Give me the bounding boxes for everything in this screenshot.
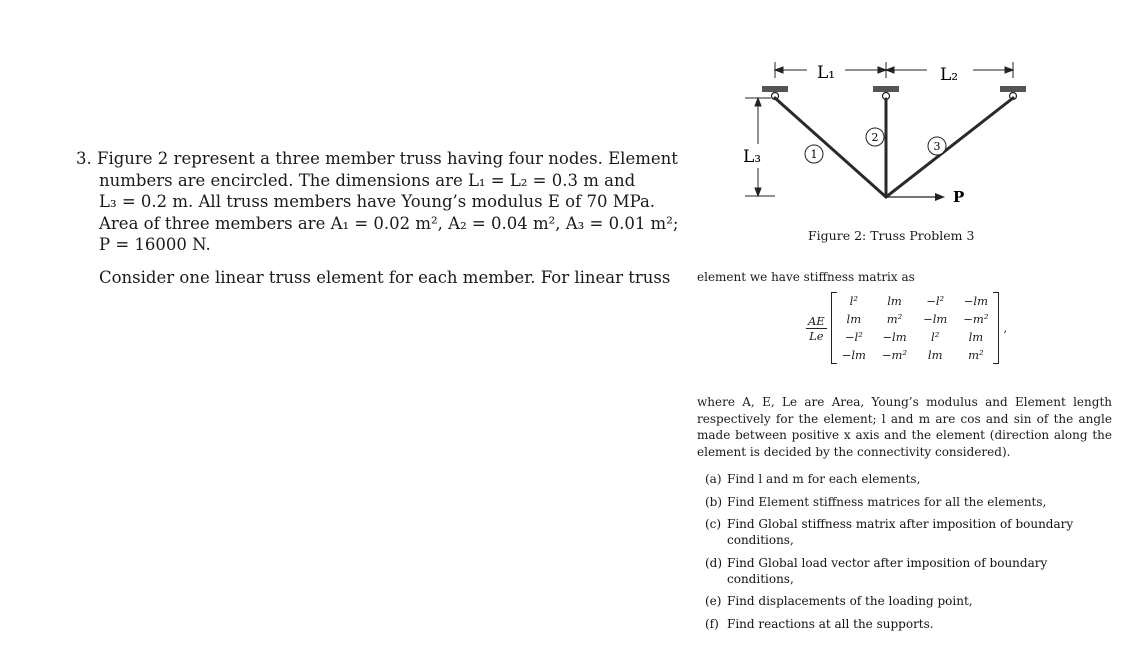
matrix-cell: lm [846, 312, 862, 326]
task-item [705, 494, 1115, 510]
task-label: (d) [705, 555, 723, 570]
problem-number: 3. [76, 149, 92, 168]
prefactor-denominator: Le [809, 328, 824, 343]
matrix-cell: m² [968, 348, 984, 362]
element-label-2 [866, 128, 884, 146]
task-label: (b) [705, 494, 723, 509]
matrix-cell: −lm [963, 294, 988, 308]
matrix-cell: l² [849, 294, 858, 308]
load-label: P [953, 188, 965, 206]
matrix-row [834, 328, 997, 346]
dim-label-l2: L₂ [940, 65, 959, 85]
task-text: Find Global stiffness matrix after imposition of boundary conditions, [727, 517, 1074, 547]
stiffness-matrix [806, 292, 1007, 364]
task-text: Find reactions at all the supports. [727, 616, 934, 631]
load-arrow [886, 193, 945, 201]
truss-figure [735, 52, 1035, 212]
problem-text-line: numbers are encircled. The dimensions are L₁ = L₂ = 0.3 m and [99, 170, 636, 190]
matrix-cell: lm [887, 294, 902, 308]
task-label: (a) [705, 472, 722, 486]
matrix-intro: element we have stiffness matrix as [697, 270, 915, 284]
matrix-cell: −l² [926, 294, 945, 308]
element-label-3 [928, 137, 946, 155]
matrix-cell: −l² [844, 330, 863, 344]
matrix-cell: −m² [881, 348, 908, 362]
element-number: 2 [871, 131, 879, 144]
element-label-1 [805, 145, 823, 163]
task-list [705, 471, 1115, 638]
matrix-cell: −lm [882, 330, 907, 344]
task-item [705, 555, 1115, 587]
prefactor-numerator: AE [808, 313, 825, 328]
matrix-cell: m² [886, 312, 903, 326]
dim-label-l1: L₁ [817, 63, 836, 83]
element-number: 1 [810, 148, 818, 161]
matrix-brackets [831, 292, 1000, 364]
matrix-cell: l² [931, 330, 940, 344]
matrix-body [834, 292, 997, 364]
dim-label-l3: L₃ [743, 147, 762, 167]
matrix-row [834, 310, 997, 328]
matrix-cell: −lm [923, 312, 948, 326]
support-middle [873, 86, 899, 100]
problem-line-1 [76, 148, 678, 170]
task-text: Find displacements of the loading point, [727, 594, 973, 608]
task-text: Find l and m for each elements, [727, 472, 921, 486]
matrix-row [834, 292, 997, 310]
matrix-prefactor [806, 314, 827, 343]
task-label: (e) [705, 594, 722, 608]
task-item [705, 593, 1115, 609]
dimension-top [775, 62, 1013, 78]
matrix-row [834, 346, 997, 364]
problem-text-line: P = 16000 N. [99, 235, 211, 254]
problem-statement [76, 148, 679, 288]
element-number: 3 [933, 140, 941, 153]
task-item [705, 516, 1115, 548]
task-text: Find Global load vector after imposition of boundary conditions, [727, 555, 1048, 586]
matrix-explanation: where A, E, Le are Area, Young’s modulus and Element length respectively for the element; l and m are cos and sin of the angle made between positive x axis and the element (direction along the element is decided by the connectivity considered). [697, 395, 1112, 459]
task-label: (c) [705, 517, 722, 531]
matrix-cell: lm [927, 348, 943, 362]
matrix-cell: lm [968, 330, 984, 344]
problem-text-line: L₃ = 0.2 m. All truss members have Young’s modulus E of 70 MPa. [99, 192, 656, 211]
matrix-cell: −lm [841, 348, 866, 362]
figure-caption: Figure 2: Truss Problem 3 [808, 228, 975, 243]
problem-continuation: Consider one linear truss element for each member. For linear truss [99, 267, 671, 287]
task-text: Find Element stiffness matrices for all the elements, [727, 494, 1047, 509]
matrix-cell: −m² [963, 312, 989, 326]
task-item [705, 616, 1115, 632]
problem-text-line: Area of three members are A₁ = 0.02 m², A₂ = 0.04 m², A₃ = 0.01 m²; [99, 213, 679, 233]
task-label: (f) [705, 616, 719, 631]
matrix-trailing: , [1003, 321, 1008, 335]
task-item [705, 471, 1115, 487]
problem-text-line: Figure 2 represent a three member truss having four nodes. Element [97, 149, 678, 168]
